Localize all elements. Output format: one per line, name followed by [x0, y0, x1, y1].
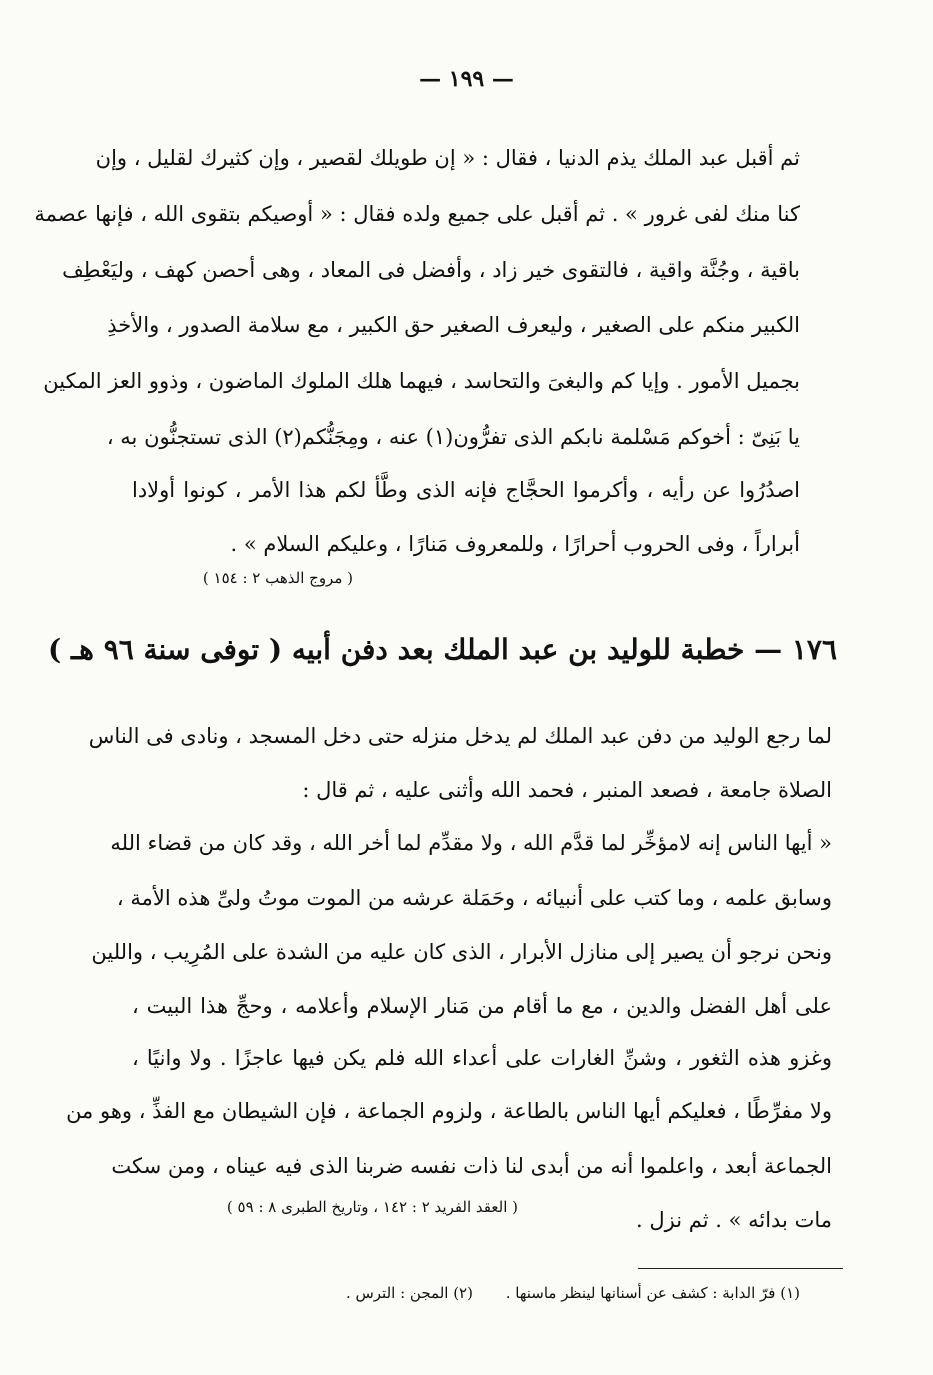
text-line: يا بَنِىّ : أخوكم مَسْلمة نابكم الذى تفرُّون(١) عنه ، ومِجَنُّكم(٢) الذى تستجنُّون به ،	[106, 425, 800, 449]
text-line: كنا منك لفى غرور » . ثم أقبل على جميع ولده فقال : « أوصيكم بتقوى الله ، فإنها عصمة	[34, 202, 800, 226]
footnote: (٢) المجن : الترس .	[345, 1284, 473, 1302]
text-line: بجميل الأمور . وإيا كم والبغىَ والتحاسد ، فيهما هلك الملوك الماضون ، وذوو العز المكين	[43, 369, 800, 393]
footnotes	[210, 1282, 800, 1304]
text-line: الجماعة أبعد ، واعلموا أنه من أبدى لنا ذات نفسه ضربنا الذى فيه عيناه ، ومن سكت	[111, 1154, 832, 1178]
text-line: « أيها الناس إنه لامؤخِّر لما قدَّم الله ، ولا مقدِّم لما أخر الله ، وقد كان من قضاء الله	[110, 831, 832, 855]
section-heading: ١٧٦ — خطبة للوليد بن عبد الملك بعد دفن أبيه ( توفى سنة ٩٦ هـ )	[47, 633, 837, 666]
text-line: الصلاة جامعة ، فصعد المنبر ، فحمد الله وأثنى عليه ، ثم قال :	[302, 778, 832, 802]
text-line: على أهل الفضل والدين ، مع ما أقام من مَنار الإسلام وأعلامه ، وحجِّ هذا البيت ،	[132, 994, 832, 1018]
text-line: الكبير منكم على الصغير ، وليعرف الصغير حق الكبير ، مع سلامة الصدور ، والأخذِ	[107, 313, 800, 337]
text-line: وسابق علمه ، وما كتب على أنبيائه ، وحَمَلة عرشه من الموت موتُ ولىِّ هذه الأمة ،	[116, 886, 832, 910]
text-line: مات بدائه » . ثم نزل .	[636, 1208, 832, 1232]
text-line: باقية ، وجُنَّة واقية ، فالتقوى خير زاد ، وأفضل فى المعاد ، وهى أحصن كهف ، وليَعْطِف	[62, 258, 800, 282]
text-line: اصدُرُوا عن رأيه ، وأكرموا الحجَّاج فإنه الذى وطَّأ لكم هذا الأمر ، كونوا أولادا	[132, 478, 800, 502]
text-line: ثم أقبل عبد الملك يذم الدنيا ، فقال : « إن طويلك لقصير ، وإن كثيرك لقليل ، وإن	[95, 146, 800, 170]
page-number: — ١٩٩ —	[419, 66, 514, 92]
text-line: لما رجع الوليد من دفن عبد الملك لم يدخل منزله حتى دخل المسجد ، ونادى فى الناس	[88, 724, 832, 748]
text-line: ونحن نرجو أن يصير إلى منازل الأبرار ، الذى كان عليه من الشدة على المُرِيب ، واللين	[91, 940, 832, 964]
text-line: أبراراً ، وفى الحروب أحرارًا ، وللمعروف مَنارًا ، وعليكم السلام » .	[230, 532, 800, 556]
source-citation: ( مروج الذهب ٢ : ١٥٤ )	[202, 569, 353, 587]
footnote: (١) فرّ الدابة : كشف عن أسنانها لينظر ماسنها .	[505, 1284, 800, 1302]
footnote-divider	[638, 1268, 843, 1269]
source-citation: ( العقد الفريد ٢ : ١٤٢ ، وتاريخ الطبرى ٨ : ٥٩ )	[226, 1198, 518, 1216]
text-line: ولا مفرِّطًا ، فعليكم أيها الناس بالطاعة ، ولزوم الجماعة ، فإن الشيطان مع الفذِّ ، وهو من	[66, 1099, 832, 1123]
text-line: وغزو هذه الثغور ، وشنِّ الغارات على أعداء الله فلم يكن فيها عاجزًا . ولا وانيًا ،	[132, 1046, 832, 1070]
